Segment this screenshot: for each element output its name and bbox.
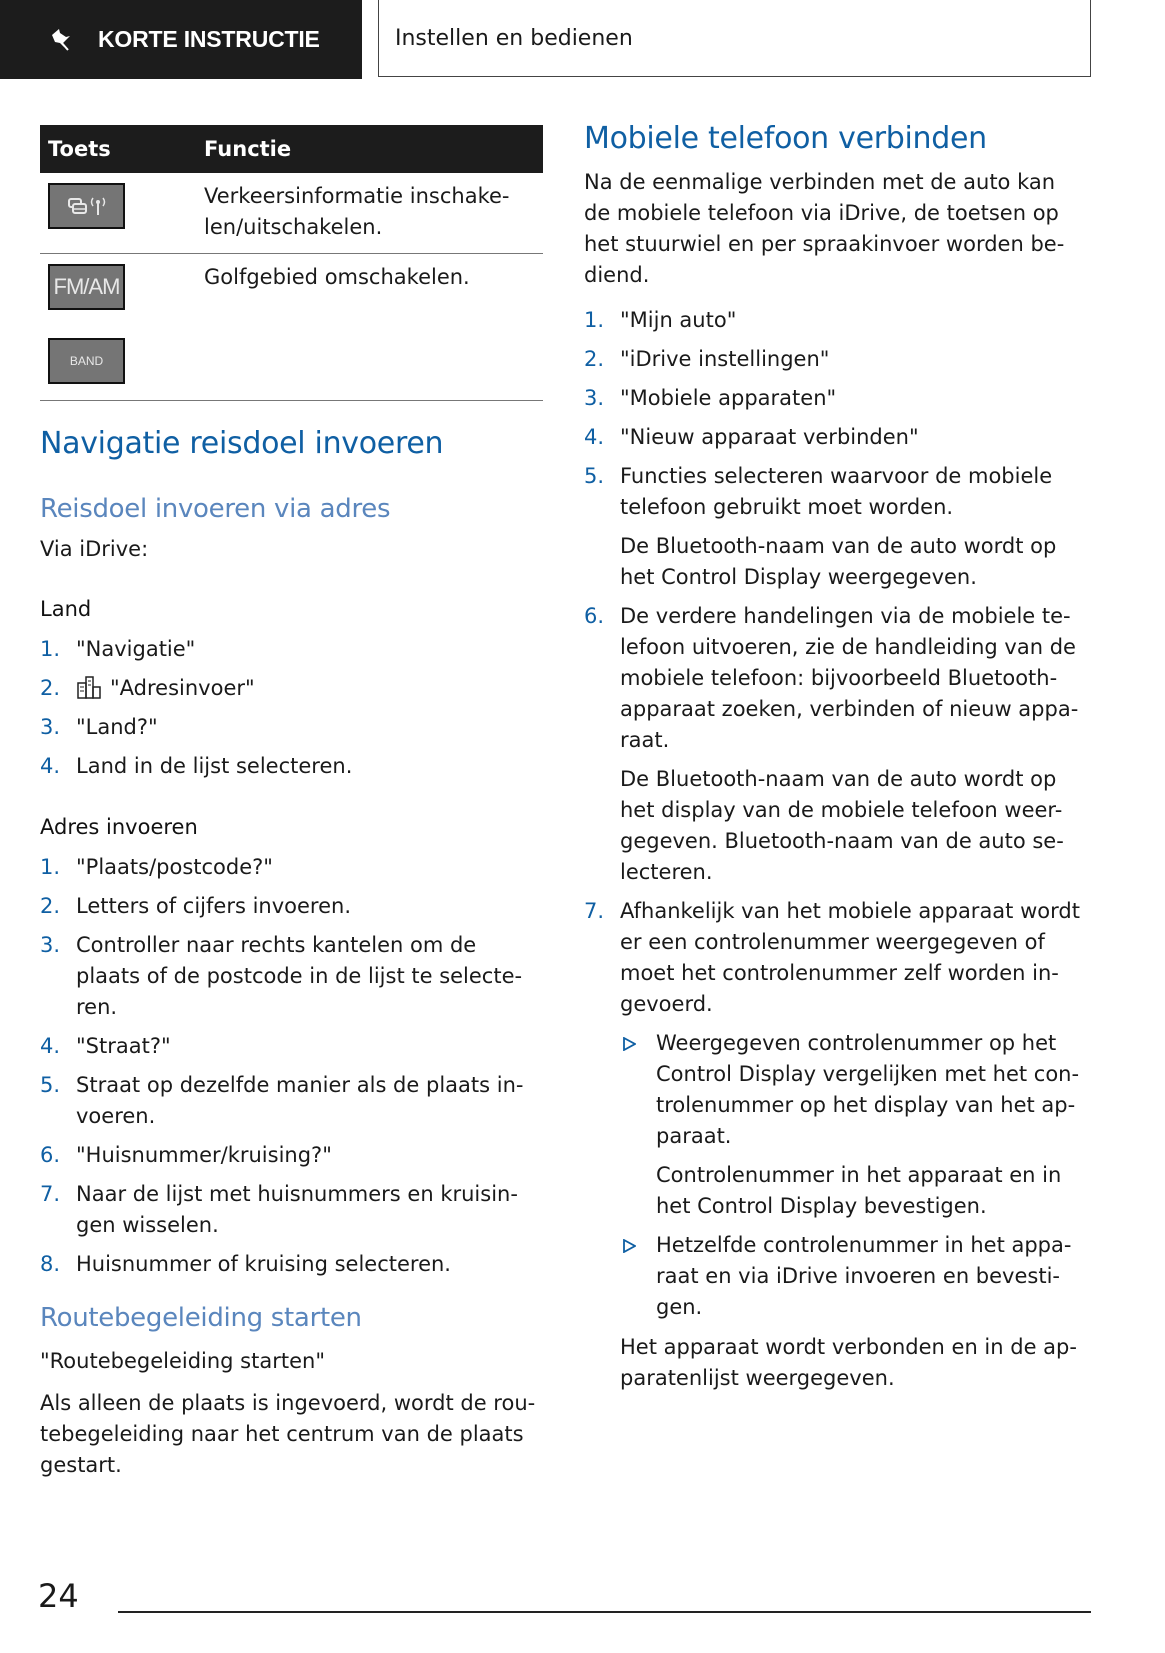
list-item: 2. "iDrive instellingen" bbox=[584, 347, 830, 371]
table-row bbox=[40, 173, 543, 253]
list-item: 1. "Navigatie" bbox=[40, 637, 196, 661]
phone-steps bbox=[584, 305, 1089, 1331]
list-item: 6. "Huisnummer/kruising?" bbox=[40, 1143, 332, 1167]
pushpin-icon bbox=[46, 25, 76, 55]
list-item: 1. "Plaats/postcode?" bbox=[40, 855, 273, 879]
list-item: 1. "Mijn auto" bbox=[584, 308, 737, 332]
button-table bbox=[40, 125, 543, 401]
list-item: 7. Afhankelijk van het mobiele apparaat wordt er een controlenummer weergegeven of moet het controlenummer zelf worden in-gevoerd. Weergegeven controlenummer op het Control Display vergelijken met het con-trolenummer op het display van het ap-paraat. Controlenummer in het apparaat en in het Control Display bevestigen. Hetzelfde controlenummer in het appa-raat en via iDrive invoeren en bevesti-gen. bbox=[584, 896, 1089, 1323]
page-number: 24 bbox=[38, 1577, 79, 1615]
chapter-title: KORTE INSTRUCTIE bbox=[98, 26, 320, 52]
list-item: 4. Land in de lijst selecteren. bbox=[40, 754, 353, 778]
address-entry-label: Adres invoeren bbox=[40, 815, 198, 839]
address-buildings-icon bbox=[76, 675, 102, 699]
list-item: 8. Huisnummer of kruising selecteren. bbox=[40, 1252, 451, 1276]
section-title: Instellen en bedienen bbox=[395, 25, 633, 51]
list-item: 4. "Nieuw apparaat verbinden" bbox=[584, 425, 919, 449]
column-header-functie: Functie bbox=[204, 137, 292, 161]
list-item: 5. Functies selecteren waarvoor de mobiele telefoon gebruikt moet worden. De Bluetooth-naam van de auto wordt op het Control Display weergegeven. bbox=[584, 461, 1089, 593]
phone-outro-text: Het apparaat wordt verbonden en in de ap-paratenlijst weergegeven. bbox=[620, 1335, 1077, 1390]
bullet-item: Hetzelfde controlenummer in het appa-raat en via iDrive invoeren en bevesti-gen. bbox=[620, 1230, 1089, 1323]
chapter-header bbox=[0, 0, 362, 79]
function-text: Verkeersinformatie inschake-len/uitschakelen. bbox=[204, 184, 510, 239]
route-note-text: Als alleen de plaats is ingevoerd, wordt de rou-tebegeleiding naar het centrum van de plaats gestart. bbox=[40, 1391, 536, 1477]
list-item: 3. "Land?" bbox=[40, 715, 158, 739]
step-note: De Bluetooth-naam van de auto wordt op het Control Display weergegeven. bbox=[620, 534, 1057, 589]
section-header bbox=[378, 0, 1091, 77]
triangle-bullet-icon bbox=[622, 1037, 636, 1051]
route-guidance-subheading: Routebegeleiding starten bbox=[40, 1303, 362, 1333]
list-item: 2. Letters of cijfers invoeren. bbox=[40, 894, 351, 918]
table-header bbox=[40, 125, 543, 173]
footer-rule bbox=[118, 1611, 1091, 1613]
divider bbox=[40, 400, 543, 401]
list-item: 4. "Straat?" bbox=[40, 1034, 171, 1058]
list-item: 5. Straat op dezelfde manier als de plaats in-voeren. bbox=[40, 1073, 524, 1128]
list-item: 2. "Adresinvoer" bbox=[40, 676, 255, 700]
address-subheading: Reisdoel invoeren via adres bbox=[40, 494, 391, 524]
column-header-toets: Toets bbox=[48, 137, 111, 161]
bullet-note: Controlenummer in het apparaat en in het Control Display bevestigen. bbox=[656, 1163, 1062, 1218]
traffic-info-button-icon bbox=[48, 183, 125, 229]
via-idrive-text: Via iDrive: bbox=[40, 537, 149, 561]
route-command-text: "Routebegeleiding starten" bbox=[40, 1349, 325, 1373]
list-item: 3. Controller naar rechts kantelen om de plaats of de postcode in de lijst te selecte-ren. bbox=[40, 933, 523, 1019]
address-steps bbox=[40, 852, 530, 1288]
phone-intro-text: Na de eenmalige verbinden met de auto kan de mobiele telefoon via iDrive, de toetsen op het stuurwiel en per spraakinvoer worden be-diend. bbox=[584, 170, 1065, 287]
list-item: 3. "Mobiele apparaten" bbox=[584, 386, 837, 410]
navigation-heading: Navigatie reisdoel invoeren bbox=[40, 426, 444, 461]
list-item: 7. Naar de lijst met huisnummers en kruisin-gen wisselen. bbox=[40, 1182, 518, 1237]
phone-heading: Mobiele telefoon verbinden bbox=[584, 121, 987, 156]
fm-am-button-icon: FM/AM bbox=[48, 264, 125, 310]
table-row bbox=[40, 254, 543, 400]
function-text: Golfgebied omschakelen. bbox=[204, 265, 470, 289]
triangle-bullet-icon bbox=[622, 1239, 636, 1253]
country-steps bbox=[40, 634, 543, 790]
bullet-item: Weergegeven controlenummer op het Control Display vergelijken met het con-trolenummer op het display van het ap-paraat. Controlenummer in het apparaat en in het Control Display bevestigen. bbox=[620, 1028, 1089, 1222]
step-note: De Bluetooth-naam van de auto wordt op het display van de mobiele telefoon weer-gegeven. Bluetooth-naam van de auto se-lecteren. bbox=[620, 767, 1064, 884]
band-button-icon: BAND bbox=[48, 338, 125, 384]
sub-bullets bbox=[620, 1028, 1089, 1323]
list-item: 6. De verdere handelingen via de mobiele te-lefoon uitvoeren, zie de handleiding van de mobiele telefoon: bijvoorbeeld Bluetooth-apparaat zoeken, verbinden of nieuw appa-raat. De Bluetooth-naam van de auto wordt op het display van de mobiele telefoon weer-gegeven. Bluetooth-naam van de auto se-lecteren. bbox=[584, 601, 1089, 888]
country-label: Land bbox=[40, 597, 92, 621]
